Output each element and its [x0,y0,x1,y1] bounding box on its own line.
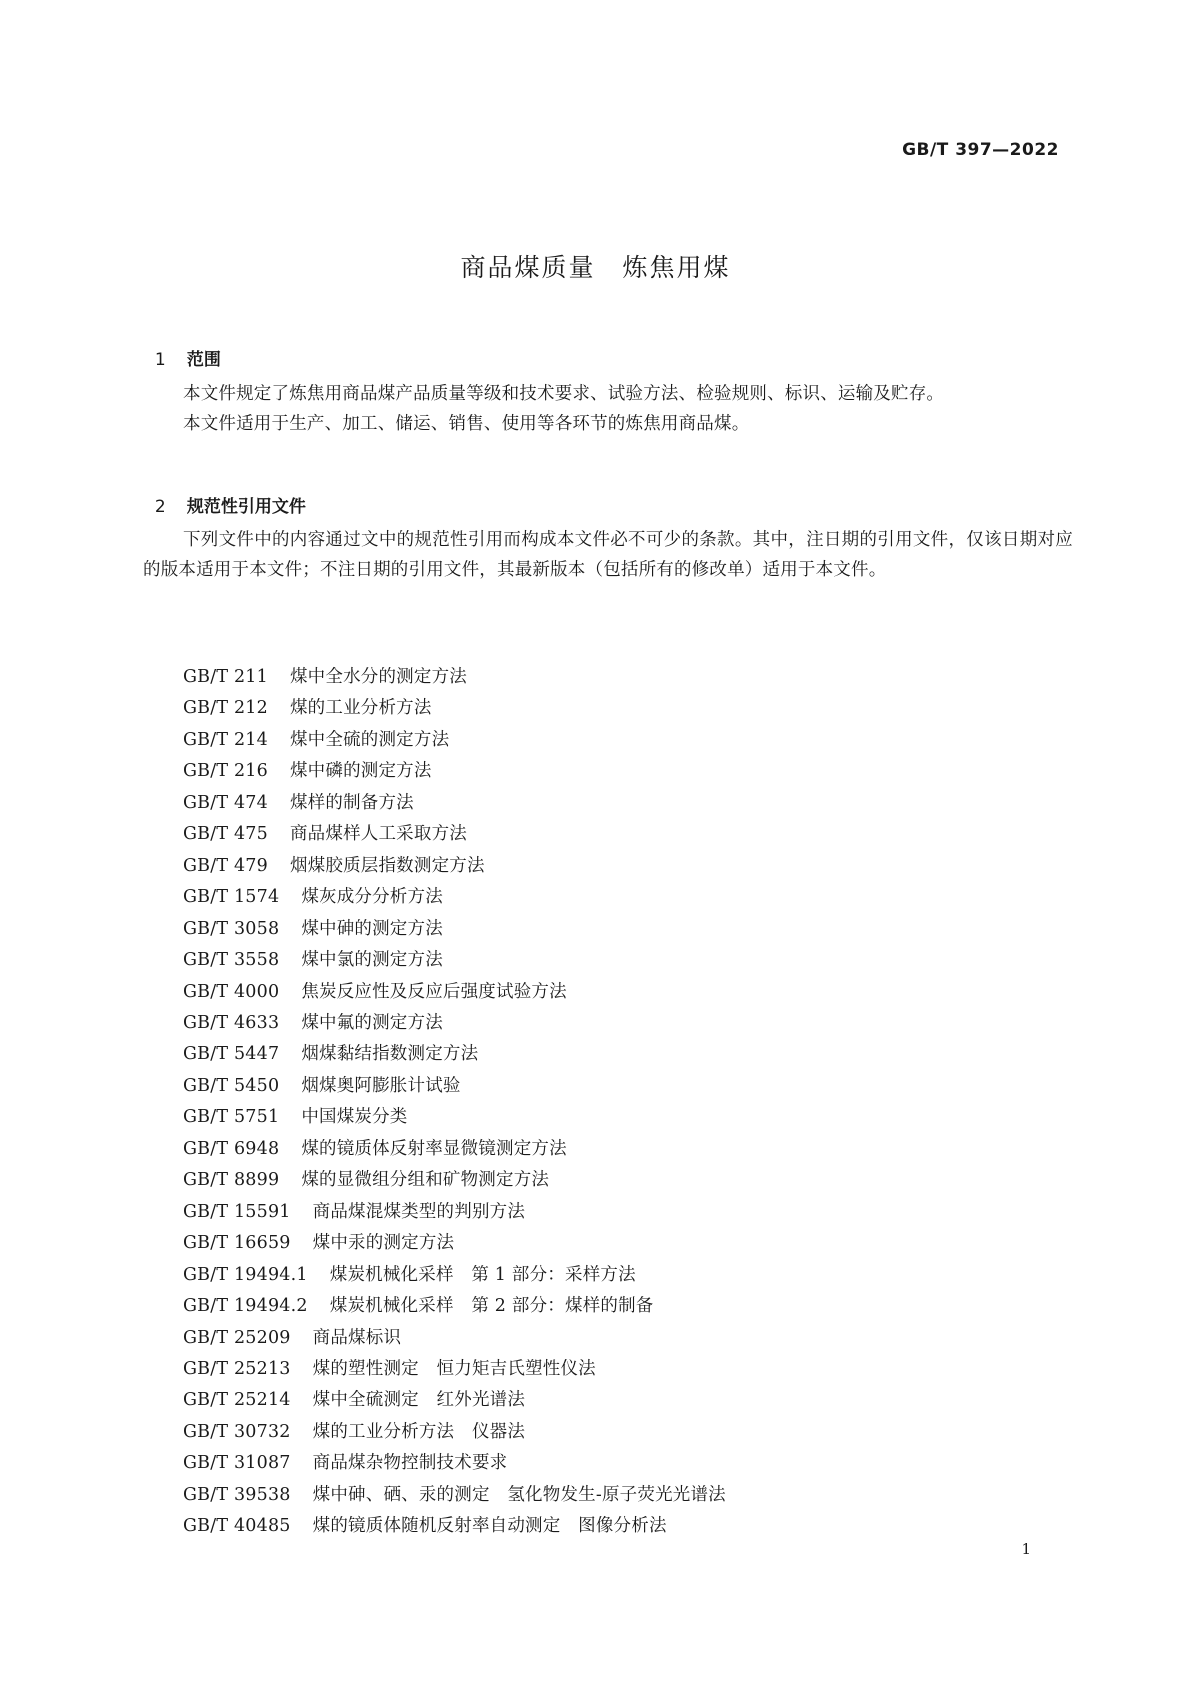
reference-code: GB/T 4633 [183,1012,280,1033]
reference-title: 煤的显微组分组和矿物测定方法 [301,1170,550,1191]
section-title: 规范性引用文件 [186,497,306,517]
reference-code: GB/T 479 [183,855,268,876]
reference-code: GB/T 25213 [183,1358,291,1379]
reference-code: GB/T 15591 [183,1201,291,1222]
reference-title: 煤炭机械化采样 第 2 部分：煤样的制备 [329,1296,654,1317]
reference-title: 煤中砷、硒、汞的测定 氢化物发生-原子荧光光谱法 [312,1484,726,1505]
reference-list [183,662,726,1543]
reference-code: GB/T 39538 [183,1484,291,1505]
reference-item [183,756,726,787]
reference-code: GB/T 19494.2 [183,1296,308,1317]
page-number: 1 [1021,1540,1031,1558]
reference-item [183,1417,726,1448]
reference-code: GB/T 6948 [183,1138,280,1159]
reference-code: GB/T 4000 [183,981,280,1002]
section-title: 范围 [186,350,221,370]
reference-title: 煤中磷的测定方法 [289,761,432,782]
reference-code: GB/T 40485 [183,1516,291,1537]
reference-code: GB/T 474 [183,792,268,813]
reference-title: 焦炭反应性及反应后强度试验方法 [301,981,567,1002]
paragraph: 本文件适用于生产、加工、储运、销售、使用等各环节的炼焦用商品煤。 [183,414,750,434]
reference-item [183,882,726,913]
reference-code: GB/T 5450 [183,1075,280,1096]
reference-item [183,693,726,724]
section-heading-normative-references [143,472,306,517]
standard-code: GB/T 397—2022 [902,140,1059,160]
section-heading-scope [143,325,221,370]
reference-item [183,977,726,1008]
reference-code: GB/T 5447 [183,1044,280,1065]
paragraph: 本文件规定了炼焦用商品煤产品质量等级和技术要求、试验方法、检验规则、标识、运输及贮存。 [183,384,945,404]
reference-item [183,1511,726,1542]
reference-item [183,945,726,976]
reference-title: 商品煤杂物控制技术要求 [312,1453,508,1474]
reference-item [183,1354,726,1385]
reference-item [183,1323,726,1354]
reference-code: GB/T 211 [183,667,268,687]
reference-title: 煤中汞的测定方法 [312,1233,455,1254]
reference-item [183,1165,726,1196]
reference-item [183,1260,726,1291]
reference-item [183,1385,726,1416]
reference-code: GB/T 25214 [183,1390,291,1411]
reference-title: 煤的工业分析方法 仪器法 [312,1421,526,1442]
reference-title: 商品煤混煤类型的判别方法 [312,1201,526,1222]
reference-item [183,1102,726,1133]
reference-title: 煤灰成分分析方法 [301,887,443,908]
reference-title: 煤中全硫测定 红外光谱法 [312,1390,526,1411]
reference-code: GB/T 475 [183,824,268,845]
reference-title: 中国煤炭分类 [301,1107,408,1128]
reference-title: 煤的塑性测定 恒力矩吉氏塑性仪法 [312,1358,596,1379]
paragraph: 下列文件中的内容通过文中的规范性引用而构成本文件必不可少的条款。其中，注日期的引用文件，仅该日期对应的版本适用于本文件；不注日期的引用文件，其最新版本（包括所有的修改单）适用于本文件。 [143,530,1073,580]
section-body-normative-references [143,525,1073,585]
reference-title: 煤的镜质体反射率显微镜测定方法 [301,1138,567,1159]
reference-item [183,788,726,819]
section-number: 1 [154,350,166,370]
reference-item [183,851,726,882]
reference-title: 烟煤黏结指数测定方法 [301,1044,479,1065]
reference-item [183,1071,726,1102]
reference-title: 商品煤样人工采取方法 [289,824,467,845]
reference-title: 烟煤奥阿膨胀计试验 [301,1075,461,1096]
reference-item [183,1480,726,1511]
reference-title: 商品煤标识 [312,1327,402,1348]
reference-item [183,1134,726,1165]
reference-code: GB/T 214 [183,729,268,750]
reference-code: GB/T 25209 [183,1327,291,1348]
reference-code: GB/T 5751 [183,1107,280,1128]
reference-title: 煤中全水分的测定方法 [289,667,467,687]
reference-code: GB/T 212 [183,698,268,719]
reference-code: GB/T 30732 [183,1421,291,1442]
reference-item [183,1008,726,1039]
reference-item [183,1039,726,1070]
reference-code: GB/T 8899 [183,1170,280,1191]
section-number: 2 [154,497,166,517]
document-title: 商品煤质量 炼焦用煤 [460,253,731,282]
reference-title: 煤的工业分析方法 [289,698,432,719]
reference-code: GB/T 19494.1 [183,1264,308,1285]
reference-item [183,662,726,693]
reference-title: 煤中砷的测定方法 [301,918,443,939]
reference-title: 煤中氯的测定方法 [301,950,443,971]
section-body-scope [143,379,1073,439]
reference-code: GB/T 1574 [183,887,280,908]
reference-item [183,819,726,850]
reference-code: GB/T 216 [183,761,268,782]
reference-item [183,1197,726,1228]
reference-item [183,1291,726,1322]
reference-item [183,1228,726,1259]
reference-item [183,914,726,945]
reference-code: GB/T 3058 [183,918,280,939]
reference-title: 煤中全硫的测定方法 [289,729,450,750]
reference-item [183,1448,726,1479]
reference-title: 煤中氟的测定方法 [301,1012,443,1033]
reference-item [183,725,726,756]
reference-title: 煤的镜质体随机反射率自动测定 图像分析法 [312,1516,667,1537]
reference-code: GB/T 3558 [183,950,280,971]
reference-title: 煤炭机械化采样 第 1 部分：采样方法 [329,1264,636,1285]
reference-code: GB/T 31087 [183,1453,291,1474]
reference-code: GB/T 16659 [183,1233,291,1254]
reference-title: 煤样的制备方法 [289,792,414,813]
reference-title: 烟煤胶质层指数测定方法 [289,855,485,876]
